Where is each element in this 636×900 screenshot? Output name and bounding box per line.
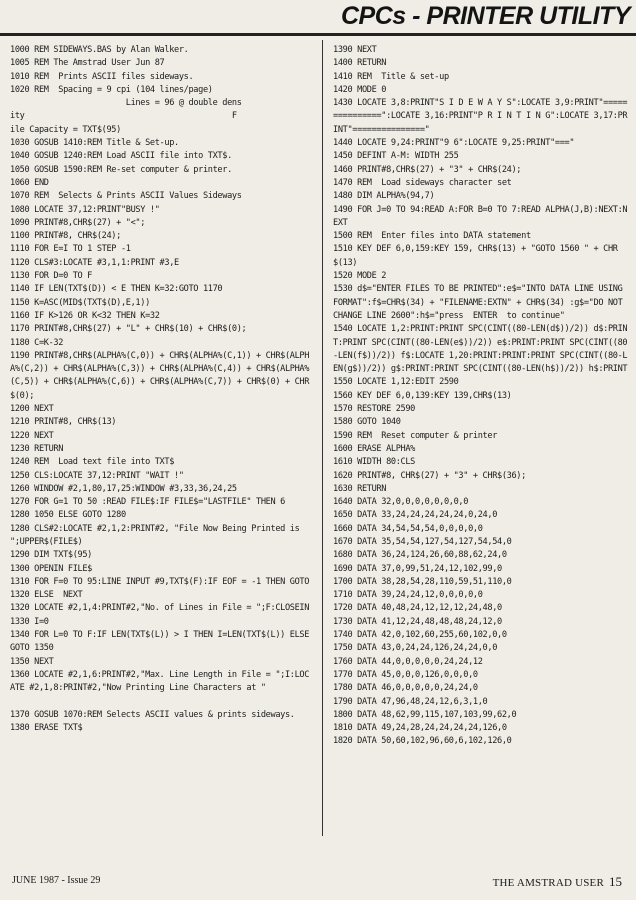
code-line: 1010 REM Prints ASCII files sideways. (10, 71, 194, 82)
code-line: 1770 DATA 45,0,0,0,126,0,0,0,0 (333, 669, 478, 680)
issue-label: JUNE 1987 - Issue 29 (12, 875, 101, 886)
header-rule (0, 33, 636, 36)
code-line (10, 696, 312, 709)
code-line: ile Capacity = TXT$(95) (10, 124, 121, 135)
code-line: 1120 CLS#3:LOCATE #3,1,1:PRINT #3,E (10, 257, 179, 268)
code-line: 1710 DATA 39,24,24,12,0,0,0,0,0 (333, 590, 483, 601)
code-line: 1660 DATA 34,54,54,54,0,0,0,0,0 (333, 523, 483, 534)
code-line: 1550 LOCATE 1,12:EDIT 2590 (333, 377, 459, 388)
code-line: 1810 DATA 49,24,28,24,24,24,24,126,0 (333, 723, 507, 734)
code-line: 1210 PRINT#8, CHR$(13) (10, 417, 117, 428)
code-line: 1370 GOSUB 1070:REM Selects ASCII values & prints sideways. (10, 709, 295, 720)
code-line: 1140 IF LEN(TXT$(D)) < E THEN K=32:GOTO 1170 (10, 284, 223, 295)
code-line: 1490 FOR J=0 TO 94:READ A:FOR B=0 TO 7:READ ALPHA(J,B):NEXT:NEXT (333, 204, 628, 228)
code-line: 1100 PRINT#8, CHR$(24); (10, 231, 121, 242)
code-line: 1590 REM Reset computer & printer (333, 430, 498, 441)
code-line: 1510 KEY DEF 6,0,159:KEY 159, CHR$(13) + "GOTO 1560 " + CHR$(13) (333, 244, 618, 268)
code-line: 1400 RETURN (333, 58, 387, 69)
code-line: 1080 LOCATE 37,12:PRINT"BUSY !" (10, 204, 160, 215)
code-line: 1340 FOR L=0 TO F:IF LEN(TXT$(L)) > I THEN I=LEN(TXT$(L)) ELSE GOTO 1350 (10, 630, 314, 654)
code-line: 1410 REM Title & set-up (333, 71, 449, 82)
code-line: 1130 FOR D=0 TO F (10, 271, 93, 282)
code-line: 1070 REM Selects & Prints ASCII Values Sideways (10, 191, 242, 202)
code-line: 1310 FOR F=0 TO 95:LINE INPUT #9,TXT$(F):IF EOF = -1 THEN GOTO 1320 ELSE NEXT (10, 576, 314, 601)
code-line: 1480 DIM ALPHA%(94,7) (333, 191, 435, 202)
code-line: 1260 WINDOW #2,1,80,17,25:WINDOW #3,33,36,24,25 (10, 483, 237, 494)
page-number: 15 (609, 874, 622, 889)
code-line: 1760 DATA 44,0,0,0,0,0,24,24,12 (333, 656, 483, 667)
code-line: 1730 DATA 41,12,24,48,48,48,24,12,0 (333, 616, 502, 627)
code-line: 1150 K=ASC(MID$(TXT$(D),E,1)) (10, 297, 150, 308)
code-line: 1740 DATA 42,0,102,60,255,60,102,0,0 (333, 630, 507, 641)
code-line: 1220 NEXT (10, 430, 54, 441)
code-line: 1500 REM Enter files into DATA statement (333, 231, 531, 242)
code-line: 1350 NEXT (10, 656, 54, 667)
code-line: Lines = 96 @ double dens (10, 98, 242, 109)
code-line: 1170 PRINT#8,CHR$(27) + "L" + CHR$(10) + CHR$(0); (10, 324, 247, 335)
code-line: 1180 C=K-32 (10, 337, 64, 348)
code-line: 1320 LOCATE #2,1,4:PRINT#2,"No. of Lines in File = ";F:CLOSEIN (10, 603, 310, 614)
code-line: 1720 DATA 40,48,24,12,12,12,24,48,0 (333, 603, 502, 614)
code-line: 1820 DATA 50,60,102,96,60,6,102,126,0 (333, 736, 512, 747)
code-line: 1700 DATA 38,28,54,28,110,59,51,110,0 (333, 576, 512, 587)
code-line: 1570 RESTORE 2590 (333, 404, 416, 415)
code-line: 1020 REM Spacing = 9 cpi (104 lines/page) (10, 84, 213, 95)
code-line: 1250 CLS:LOCATE 37,12:PRINT "WAIT !" (10, 470, 184, 481)
page-title: CPCs - PRINTER UTILITY (340, 2, 630, 30)
code-line: 1640 DATA 32,0,0,0,0,0,0,0,0 (333, 497, 469, 508)
code-line: 1110 FOR E=I TO 1 STEP -1 (10, 244, 131, 255)
code-line: 1160 IF K>126 OR K<32 THEN K=32 (10, 310, 160, 321)
code-line: 1690 DATA 37,0,99,51,24,12,102,99,0 (333, 563, 502, 574)
code-line: 1790 DATA 47,96,48,24,12,6,3,1,0 (333, 696, 488, 707)
code-line: 1240 REM Load text file into TXT$ (10, 457, 175, 468)
code-line: 1430 LOCATE 3,8:PRINT"S I D E W A Y S":LOCATE 3,9:PRINT"===============":LOCATE 3,16:PRINT"P R I N T I N G":LOCATE 3,17:PRINT"===============" (333, 98, 628, 135)
publication-name: THE AMSTRAD USER (492, 877, 604, 889)
code-line: 1670 DATA 35,54,54,127,54,127,54,54,0 (333, 536, 512, 547)
code-line: 1390 NEXT (333, 45, 377, 55)
code-line: 1540 LOCATE 1,2:PRINT:PRINT SPC(CINT((80-LEN(d$))/2)) d$:PRINT:PRINT SPC(CINT((80-LEN(e$))/2)) e$:PRINT:PRINT SPC(CINT((80-LEN(f$))/2)) f$:LOCATE 1,20:PRINT:PRINT:PRINT SPC(CINT((80-LEN(g$))/2)) g$:PRINT:PRINT SPC(CINT((80-LEN(h$))/2)) h$:PRINT (333, 324, 628, 375)
code-line: 1420 MODE 0 (333, 84, 387, 95)
code-line: 1580 GOTO 1040 (333, 417, 401, 428)
code-line: 1780 DATA 46,0,0,0,0,0,24,24,0 (333, 683, 478, 694)
code-line: 1290 DIM TXT$(95) (10, 550, 93, 561)
code-line: 1360 LOCATE #2,1,6:PRINT#2,"Max. Line Length in File = ";I:LOCATE #2,1,8:PRINT#2,"Now Printing Line Characters at " (10, 669, 310, 694)
code-line: 1050 GOSUB 1590:REM Re-set computer & printer. (10, 164, 232, 175)
code-line: 1000 REM SIDEWAYS.BAS by Alan Walker. (10, 45, 189, 55)
column-divider (322, 40, 323, 836)
code-line: 1330 I=0 (10, 616, 49, 627)
code-line: 1440 LOCATE 9,24:PRINT"9 6":LOCATE 9,25:PRINT"===" (333, 138, 575, 149)
code-line: 1560 KEY DEF 6,0,139:KEY 139,CHR$(13) (333, 390, 512, 401)
code-line: ity F (10, 111, 237, 122)
code-line: 1520 MODE 2 (333, 271, 387, 282)
code-line: 1530 d$="ENTER FILES TO BE PRINTED":e$="INTO DATA LINE USING FORMAT":f$=CHR$(34) + "FILENAME:EXTN" + CHR$(34) :g$="DO NOT CHANGE LINE 2600":h$="press ENTER to continue" (333, 284, 628, 321)
listing-column-right (333, 44, 629, 838)
code-line: 1610 WIDTH 80:CLS (333, 457, 416, 468)
code-line: 1380 ERASE TXT$ (10, 723, 83, 734)
code-line: 1040 GOSUB 1240:REM Load ASCII file into TXT$. (10, 151, 232, 162)
code-line: 1620 PRINT#8, CHR$(27) + "3" + CHR$(36); (333, 470, 526, 481)
code-line: 1270 FOR G=1 TO 50 :READ FILE$:IF FILE$="LASTFILE" THEN 6 (10, 497, 285, 508)
code-line: 1300 OPENIN FILE$ (10, 563, 93, 574)
code-line: 1200 NEXT (10, 404, 54, 415)
code-line: 1450 DEFINT A-M: WIDTH 255 (333, 151, 459, 162)
code-line: 1005 REM The Amstrad User Jun 87 (10, 58, 165, 69)
code-line: 1460 PRINT#8,CHR$(27) + "3" + CHR$(24); (333, 164, 522, 175)
code-line: 1750 DATA 43,0,24,24,126,24,24,0,0 (333, 643, 498, 654)
code-line: 1060 END (10, 177, 49, 188)
code-line: 1090 PRINT#8,CHR$(27) + "<"; (10, 217, 146, 228)
page-header (0, 0, 636, 34)
code-line: 1600 ERASE ALPHA% (333, 443, 416, 454)
page-footer (0, 872, 636, 894)
code-line: 1280 CLS#2:LOCATE #2,1,2:PRINT#2, "File Now Being Printed is ";UPPER$(FILE$) (10, 523, 305, 547)
code-line: 1280 1050 ELSE GOTO 1280 (10, 510, 126, 521)
code-line: 1650 DATA 33,24,24,24,24,24,0,24,0 (333, 510, 498, 521)
code-line: 1030 GOSUB 1410:REM Title & Set-up. (10, 138, 179, 149)
code-line: 1230 RETURN (10, 443, 64, 454)
code-line: 1470 REM Load sideways character set (333, 177, 512, 188)
code-line: 1800 DATA 48,62,99,115,107,103,99,62,0 (333, 709, 517, 720)
code-line: 1630 RETURN (333, 483, 387, 494)
code-line: 1680 DATA 36,24,124,26,60,88,62,24,0 (333, 550, 507, 561)
code-line: 1190 PRINT#8,CHR$(ALPHA%(C,0)) + CHR$(ALPHA%(C,1)) + CHR$(ALPHA%(C,2)) + CHR$(ALPHA%(C,3)) + CHR$(ALPHA%(C,4)) + CHR$(ALPHA%(C,5)) + CHR$(ALPHA%(C,6)) + CHR$(ALPHA%(C,7)) + CHR$(0) + CHR$(0); (10, 350, 310, 401)
footer-right (493, 874, 622, 890)
listing-column-left (10, 44, 312, 838)
